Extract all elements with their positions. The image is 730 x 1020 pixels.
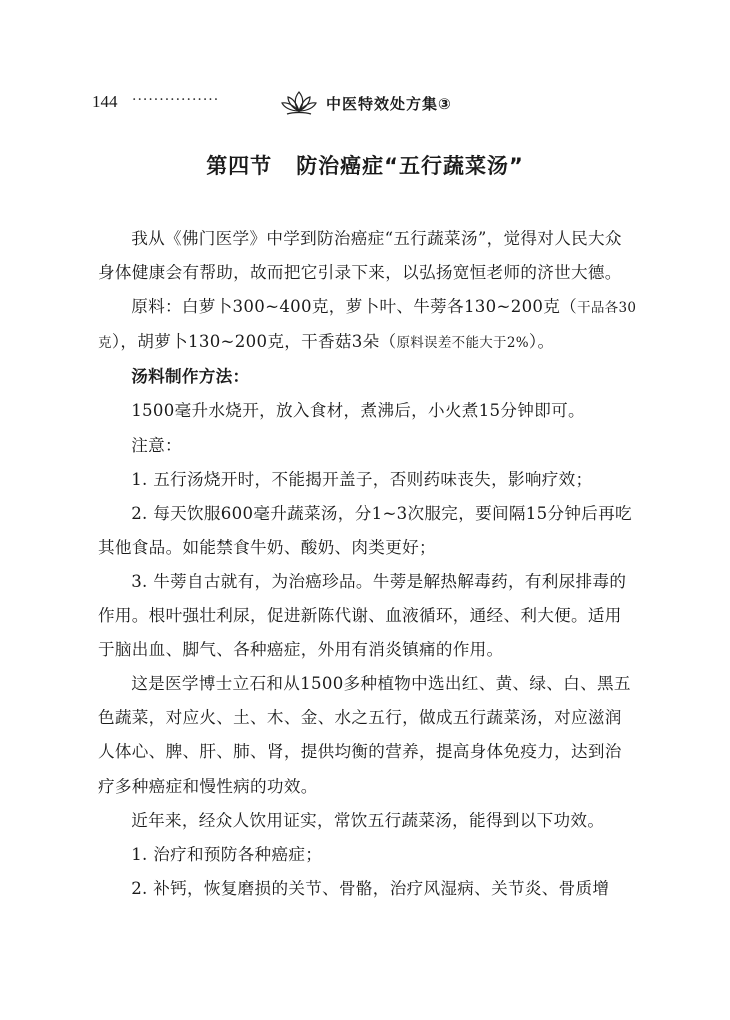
body-text <box>98 222 638 906</box>
ingredients-note-tolerance: 原料误差不能大于2% <box>396 335 529 352</box>
section-heading: 防治癌症“五行蔬菜汤” <box>296 154 524 178</box>
ingredients-text-a: 原料：白萝卜300~400克，萝卜叶、牛蒡各130~200克（ <box>131 297 578 317</box>
section-number: 第四节 <box>206 154 273 178</box>
book-title: 中医特效处方集③ <box>326 95 452 113</box>
running-header <box>92 88 652 118</box>
note-item-3: 3. 牛蒡自古就有，为治癌珍品。牛蒡是解热解毒药，有利尿排毒的作用。根叶强壮利尿，促进新陈代谢、血液循环，通经、利大便。适用于脑出血、脚气、各种癌症，外用有消炎镇痛的作用。 <box>98 571 627 660</box>
ingredients-note-dried: 干品各30克 <box>98 300 637 352</box>
origin-paragraph: 这是医学博士立石和从1500多种植物中选出红、黄、绿、白、黑五色蔬菜，对应火、土、木、金、水之五行，做成五行蔬菜汤，对应滋润人体心、脾、肝、肺、肾，提供均衡的营养，提高身体免疫力，达到治疗多种癌症和慢性病的功效。 <box>98 674 631 796</box>
intro-paragraph: 我从《佛门医学》中学到防治癌症“五行蔬菜汤”，觉得对人民大众身体健康会有帮助，故而把它引录下来，以弘扬宽恒老师的济世大德。 <box>98 229 622 283</box>
page-number: 144 <box>92 92 118 111</box>
method-paragraph: 1500毫升水烧开，放入食材，煮沸后，小火煮15分钟即可。 <box>131 401 585 421</box>
section-title <box>0 150 730 180</box>
note-item-1: 1. 五行汤烧开时，不能揭开盖子，否则药味丧失，影响疗效； <box>131 469 593 489</box>
notes-heading: 注意： <box>131 435 182 455</box>
effect-item-1: 1. 治疗和预防各种癌症； <box>131 844 323 864</box>
effect-item-2: 2. 补钙，恢复磨损的关节、骨骼，治疗风湿病、关节炎、骨质增 <box>131 878 610 898</box>
ingredients-paragraph <box>98 290 638 360</box>
lotus-icon <box>279 88 319 118</box>
note-item-2: 2. 每天饮服600毫升蔬菜汤，分1~3次服完，要间隔15分钟后再吃其他食品。如能禁食牛奶、酸奶、肉类更好； <box>98 503 632 557</box>
method-heading: 汤料制作方法： <box>131 367 250 387</box>
header-dot-leader: ················ <box>132 92 220 108</box>
ingredients-text-c: ）。 <box>528 332 555 352</box>
effects-intro-paragraph: 近年来，经众人饮用证实，常饮五行蔬菜汤，能得到以下功效。 <box>131 810 605 830</box>
ingredients-text-b: ），胡萝卜130~200克，干香菇3朵（ <box>111 332 397 352</box>
